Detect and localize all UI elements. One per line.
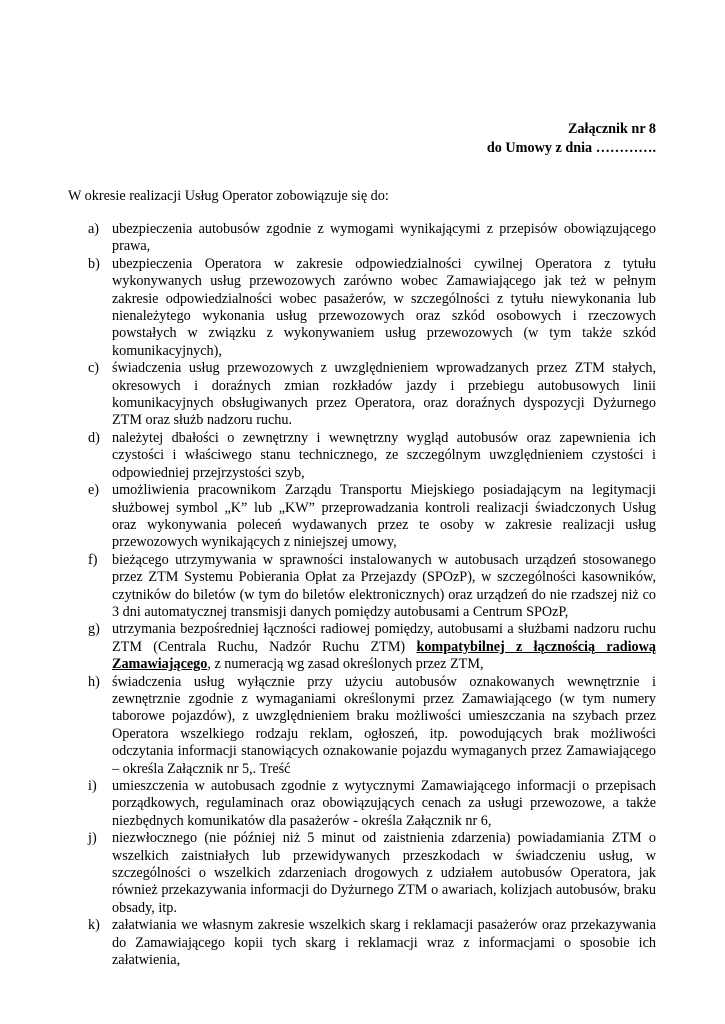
- list-item-k: [88, 917, 656, 969]
- list-item-h: [88, 674, 656, 778]
- list-marker: d): [88, 429, 100, 446]
- list-marker: g): [88, 621, 100, 638]
- list-item-text: utrzymania bezpośredniej łączności radiowej pomiędzy, autobusami a służbami nadzoru ruchu ZTM (Centrala Ruchu, Nadzór Ruchu ZTM): [112, 621, 656, 655]
- emphasized-text: kompatybilnej z łącznością radiową Zamawiającego: [112, 638, 656, 673]
- list-item-e: [88, 482, 656, 552]
- list-item-text: niezwłocznego (nie później niż 5 minut od zaistnienia zdarzenia) powiadamiania ZTM o wszelkich zaistniałych lub przewidywanych przeszkodach w świadczeniu usług, w szczególności o wszelkich zdarzeniach drogowych z udziałem autobusów Operatora, jak również przekazywania informacji do Dyżurnego ZTM o awariach, kolizjach autobusów, braku obsady, itp.: [112, 830, 656, 916]
- list-item-j: [88, 830, 656, 917]
- list-item-i: [88, 778, 656, 830]
- list-marker: a): [88, 221, 100, 237]
- attachment-header: [487, 120, 656, 158]
- list-marker: c): [88, 360, 100, 377]
- list-item-text: , z numeracją wg zasad określonych przez ZTM,: [207, 656, 484, 673]
- list-item-text: załatwiania we własnym zakresie wszelkich skarg i reklamacji pasażerów oraz przekazywania do Zamawiającego kopii tych skarg i reklamacji wraz z informacjami o sposobie ich załatwienia,: [112, 917, 656, 969]
- list-item-f: [88, 552, 656, 622]
- list-marker: k): [88, 917, 100, 934]
- list-marker: j): [88, 830, 97, 847]
- obligations-list: [88, 221, 656, 969]
- list-item-d: [88, 430, 656, 482]
- list-marker: b): [88, 255, 100, 272]
- contract-reference: do Umowy z dnia ………….: [486, 140, 656, 156]
- list-item-text: ubezpieczenia autobusów zgodnie z wymogami wynikającymi z przepisów obowiązującego prawa,: [112, 221, 656, 255]
- list-item-g: [88, 621, 656, 673]
- list-marker: e): [88, 482, 100, 499]
- attachment-title: Załącznik nr 8: [567, 121, 656, 137]
- list-item-text: ubezpieczenia Operatora w zakresie odpowiedzialności cywilnej Operatora z tytułu wykonywanych usług przewozowych zarówno wobec Zamawiającego jak też w pełnym zakresie odpowiedzialności wobec pasażerów, w szczególności z tytułu niewykonania lub nienależytego wykonania usług przewozowych oraz szkód osobowych i rzeczowych powstałych w związku z wykonywaniem usług przewozowych (w tym także szkód komunikacyjnych),: [112, 255, 656, 359]
- list-item-b: [88, 256, 656, 360]
- list-item-text: umieszczenia w autobusach zgodnie z wytycznymi Zamawiającego informacji o przepisach porządkowych, regulaminach oraz obowiązujących cenach za usługi przewozowe, a także niezbędnych komunikatów dla pasażerów - określa Załącznik nr 6,: [112, 778, 656, 829]
- list-item-text: należytej dbałości o zewnętrzny i wewnętrzny wygląd autobusów oraz zapewnienia ich czystości i właściwego stanu technicznego, ze szczególnym uwzględnieniem czystości i odpowiedniej przejrzystości szyb,: [112, 429, 656, 481]
- list-item-text: bieżącego utrzymywania w sprawności instalowanych w autobusach urządzeń stosowanego przez ZTM Systemu Pobierania Opłat za Przejazdy (SPOzP), w szczególności kasowników, czytników do biletów (w tym do biletów elektronicznych) oraz urządzeń do nie rzadszej niż co 3 dni automatycznej transmisji danych pomiędzy autobusami a Centrum SPOzP,: [112, 551, 656, 620]
- list-marker: h): [88, 673, 100, 690]
- list-item-text: świadczenia usług przewozowych z uwzględnieniem wprowadzanych przez ZTM stałych, okresowych i doraźnych zmian rozkładów jazdy i przebiegu autobusowych linii komunikacyjnych obsługiwanych przez Operatora, oraz doraźnych dyspozycji Dyżurnego ZTM oraz służb nadzoru ruchu.: [112, 360, 656, 429]
- list-marker: f): [88, 551, 98, 568]
- list-item-a: [88, 221, 656, 256]
- intro-paragraph: W okresie realizacji Usług Operator zobowiązuje się do:: [68, 188, 389, 204]
- list-item-text: świadczenia usług wyłącznie przy użyciu autobusów oznakowanych wewnętrznie i zewnętrznie zgodnie z wymaganiami określonymi przez Zamawiającego (w tym numery taborowe pojazdów), z uwzględnieniem braku możliwości umieszczania na szybach przez Operatora wszelkiego rodzaju reklam, ogłoszeń, itp. powodujących brak możliwości odczytania informacji stanowiących oznakowanie pojazdu wymaganych przez Zamawiającego – określa Załącznik nr 5,. Treść: [112, 673, 656, 777]
- list-item-c: [88, 360, 656, 430]
- list-item-text: umożliwienia pracownikom Zarządu Transportu Miejskiego posiadającym na legitymacji służbowej symbol „K” lub „KW” przeprowadzania kontroli realizacji świadczonych Usług oraz wykonywania poleceń wydawanych przez te osoby w zakresie realizacji usług przewozowych wynikających z niniejszej umowy,: [112, 482, 656, 551]
- list-marker: i): [88, 778, 97, 794]
